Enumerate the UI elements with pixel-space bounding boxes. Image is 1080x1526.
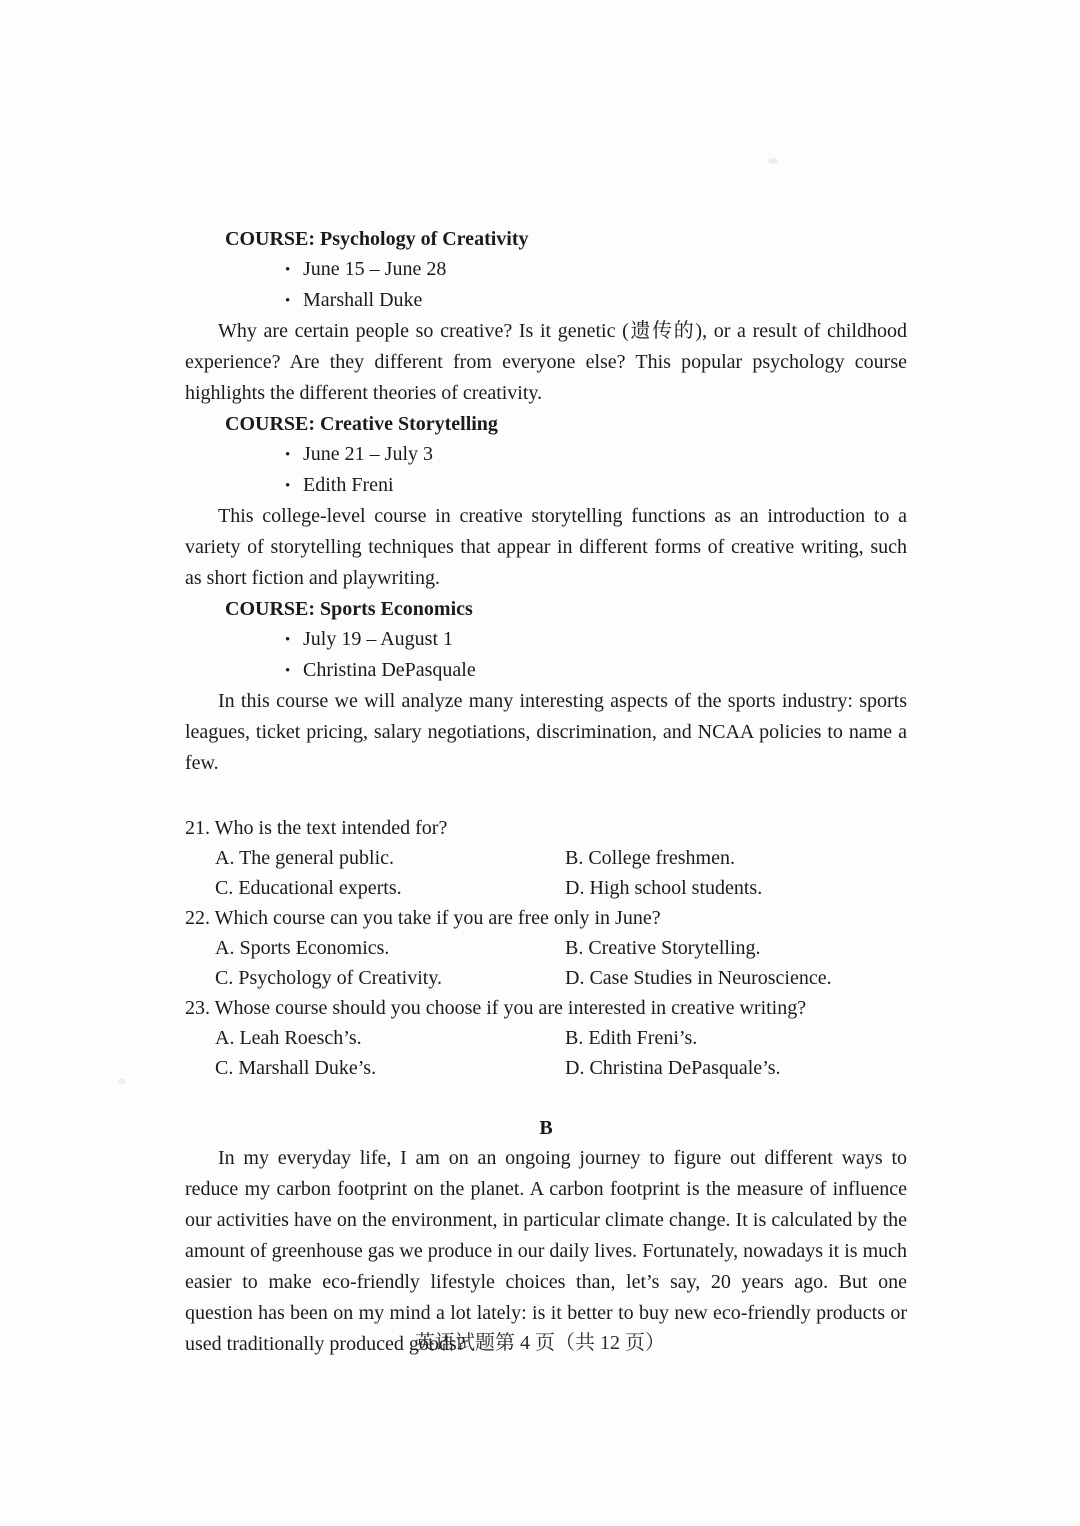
bullet-icon: •: [285, 632, 291, 648]
question-number: 23.: [185, 997, 210, 1019]
bullet-icon: •: [285, 478, 291, 494]
course-dates-item: [285, 254, 907, 285]
course-description: In this course we will analyze many interesting aspects of the sports industry: sports leagues, ticket pricing, salary negotiations, discrimination, and NCAA policies to name a few.: [185, 690, 907, 774]
question-option-c: C. Marshall Duke’s.: [215, 1057, 377, 1079]
course-title: COURSE: Creative Storytelling: [225, 413, 498, 435]
question-options: [185, 933, 907, 993]
bullet-icon: •: [285, 447, 291, 463]
question-option-d: D. Case Studies in Neuroscience.: [565, 967, 832, 989]
course-dates: June 15 – June 28: [303, 258, 447, 280]
course-instructor-item: [285, 285, 907, 316]
question-option-a: A. The general public.: [215, 847, 395, 869]
course-dates: June 21 – July 3: [303, 443, 433, 465]
scan-smudge: [118, 1078, 126, 1084]
page-content: [185, 224, 907, 1360]
course-instructor: Edith Freni: [303, 474, 394, 496]
question-options: [185, 843, 907, 903]
question-option-c: C. Educational experts.: [215, 877, 402, 899]
question-option-b: B. Edith Freni’s.: [565, 1027, 698, 1049]
page-footer: 英语试题第 4 页（共 12 页）: [415, 1332, 665, 1354]
question-number: 21.: [185, 817, 210, 839]
question-text: 21. Who is the text intended for?: [185, 817, 448, 839]
question-option-b: B. College freshmen.: [565, 847, 735, 869]
course-title: COURSE: Psychology of Creativity: [225, 228, 529, 250]
question-23: [185, 993, 907, 1083]
question-option-a: A. Sports Economics.: [215, 937, 390, 959]
questions-block: [185, 813, 907, 1083]
course-dates-item: [285, 624, 907, 655]
question-option-c: C. Psychology of Creativity.: [215, 967, 443, 989]
question-option-d: D. Christina DePasquale’s.: [565, 1057, 781, 1079]
bullet-icon: •: [285, 663, 291, 679]
course-dates: July 19 – August 1: [303, 628, 454, 650]
course-instructor: Christina DePasquale: [303, 659, 476, 681]
question-option-a: A. Leah Roesch’s.: [215, 1027, 362, 1049]
course-description: Why are certain people so creative? Is it genetic (遗传的), or a result of childhood experience? Are they different from everyone else? This popular psychology course highlights the different theories of creativity.: [185, 320, 907, 404]
question-22: [185, 903, 907, 993]
course-bullet-list: [185, 624, 907, 686]
question-number: 22.: [185, 907, 210, 929]
course-bullet-list: [185, 254, 907, 316]
passage-paragraph: In my everyday life, I am on an ongoing journey to figure out different ways to reduce my carbon footprint on the planet. A carbon footprint is the measure of influence our activities have on the environment, in particular climate change. It is calculated by the amount of greenhouse gas we produce in our daily lives. Fortunately, nowadays it is much easier to make eco-friendly lifestyle choices than, let’s say, 20 years ago. But one question has been on my mind a lot lately: is it better to buy new eco-friendly products or used traditionally produced goods?: [185, 1147, 907, 1355]
course-description: This college-level course in creative storytelling functions as an introduction to a variety of storytelling techniques that appear in different forms of creative writing, such as short fiction and playwriting.: [185, 505, 907, 589]
course-block-sports-economics: [185, 594, 907, 779]
question-21: [185, 813, 907, 903]
scan-smudge: [768, 158, 778, 164]
course-instructor: Marshall Duke: [303, 289, 423, 311]
question-options: [185, 1023, 907, 1083]
course-title: COURSE: Sports Economics: [225, 598, 473, 620]
course-bullet-list: [185, 439, 907, 501]
section-b-heading: B: [539, 1117, 553, 1139]
course-block-creative-storytelling: [185, 409, 907, 594]
bullet-icon: •: [285, 262, 291, 278]
course-block-psychology-of-creativity: [185, 224, 907, 409]
bullet-icon: •: [285, 293, 291, 309]
question-text: 23. Whose course should you choose if you are interested in creative writing?: [185, 997, 807, 1019]
course-instructor-item: [285, 655, 907, 686]
question-option-d: D. High school students.: [565, 877, 763, 899]
course-dates-item: [285, 439, 907, 470]
course-instructor-item: [285, 470, 907, 501]
question-option-b: B. Creative Storytelling.: [565, 937, 761, 959]
question-text: 22. Which course can you take if you are free only in June?: [185, 907, 661, 929]
